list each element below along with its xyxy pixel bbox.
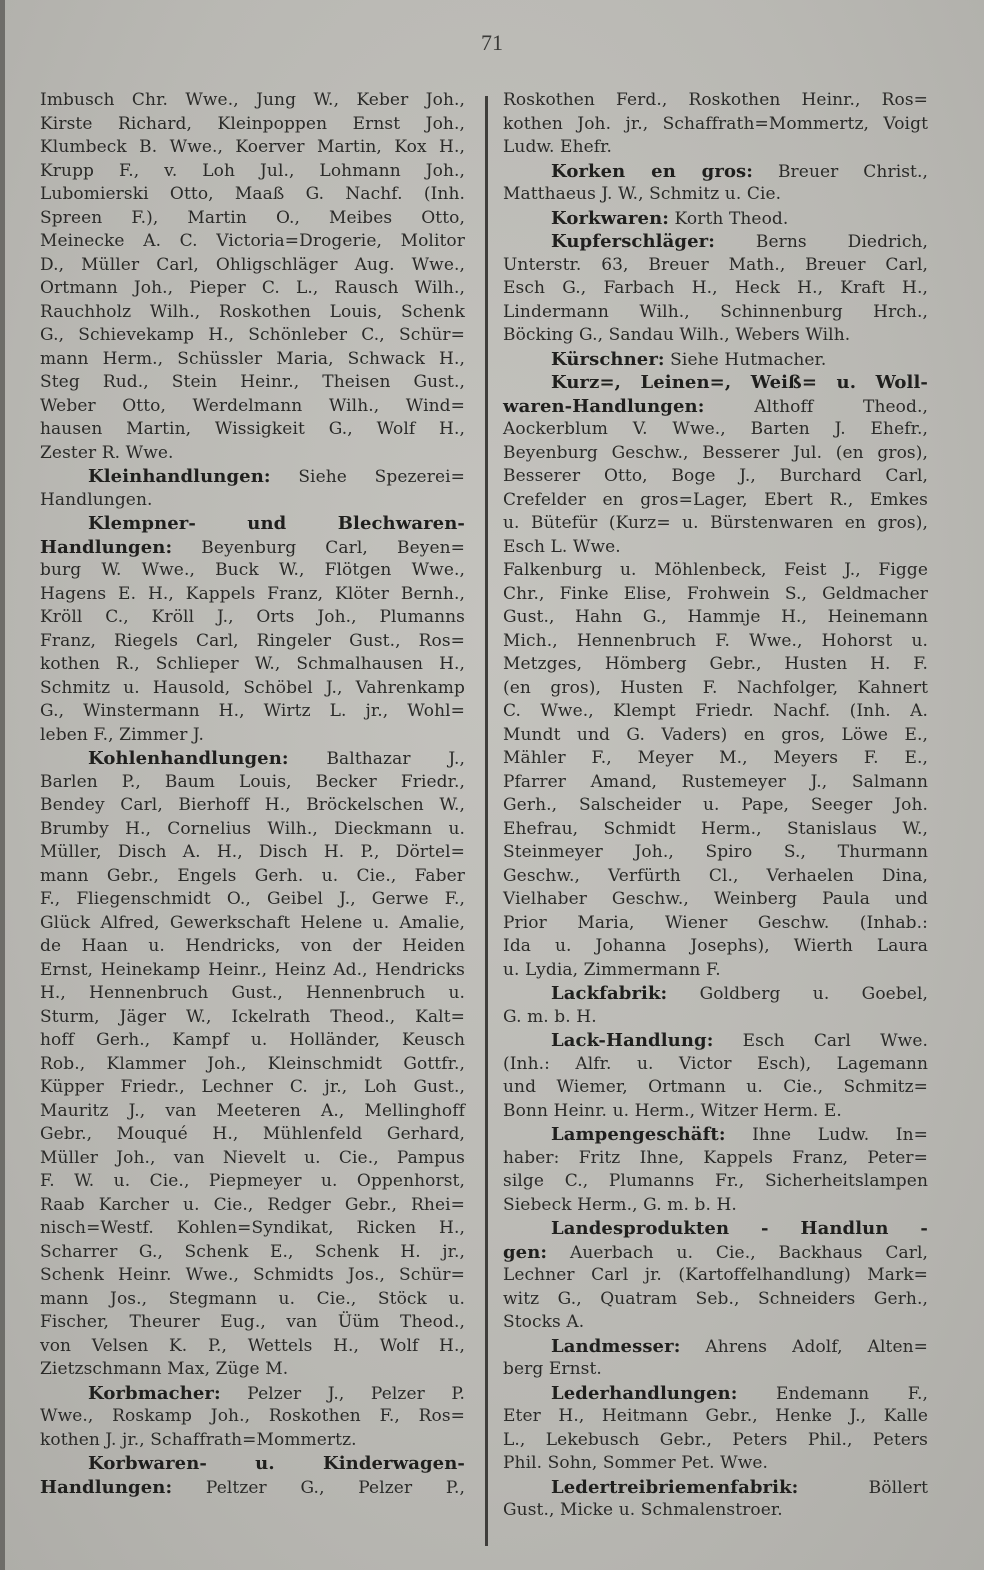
entry-text: Kirste Richard, Kleinpoppen Ernst Joh., (40, 113, 465, 134)
entry-text: Siebeck Herm., G. m. b. H. (503, 1194, 737, 1215)
entry-text: Küpper Friedr., Lechner C. jr., Loh Gust., (40, 1077, 465, 1097)
entry-text: Esch L. Wwe. (503, 536, 621, 557)
entry-line (503, 1405, 928, 1429)
entry-text: Pelzer J., Pelzer P. (220, 1383, 465, 1404)
entry-line (503, 1170, 928, 1194)
entry-text: u. Bütefür (Kurz= u. Bürstenwaren en gros), (503, 513, 928, 533)
entry-line (503, 113, 928, 137)
entry-line (40, 1264, 465, 1288)
entry-text: Glück Alfred, Gewerkschaft Helene u. Amalie, (40, 912, 465, 933)
entry-text: nisch=Westf. Kohlen=Syndikat, Ricken H., (40, 1218, 465, 1238)
category-heading: Korken en gros: (551, 160, 754, 182)
entry-line (40, 489, 465, 513)
entry-text: Althoff Theod., (704, 396, 928, 417)
entry-text: Steinmeyer Joh., Spiro S., Thurmann (503, 842, 928, 862)
entry-text: mann Jos., Stegmann u. Cie., Stöck u. (40, 1288, 465, 1309)
entry-text: Böcking G., Sandau Wilh., Webers Wilh. (503, 325, 851, 345)
entry-text: Breuer Christ., (753, 161, 928, 182)
entry-text: Handlungen. (40, 489, 153, 510)
entry-line (40, 1006, 465, 1030)
entry-line (40, 207, 465, 231)
category-heading-line (503, 1123, 928, 1147)
entry-line (503, 724, 928, 748)
entry-line (40, 230, 465, 254)
entry-line (40, 113, 465, 137)
entry-line (40, 630, 465, 654)
entry-line (40, 1405, 465, 1429)
entry-line (503, 606, 928, 630)
entry-line (503, 865, 928, 889)
entry-line (40, 160, 465, 184)
entry-line (40, 583, 465, 607)
category-heading: waren-Handlungen: (503, 395, 705, 417)
entry-text: Ida u. Johanna Josephs), Wierth Laura (503, 936, 928, 956)
entry-text: Imbusch Chr. Wwe., Jung W., Keber Joh., (40, 90, 465, 110)
entry-text: Aockerblum V. Wwe., Barten J. Ehefr., (503, 419, 928, 439)
entry-line (40, 606, 465, 630)
entry-line (503, 653, 928, 677)
entry-text: Ortmann Joh., Pieper C. L., Rausch Wilh., (40, 278, 465, 298)
entry-line (40, 89, 465, 113)
category-heading-line (503, 1241, 928, 1265)
entry-line (40, 559, 465, 583)
entry-text: Korth Theod. (669, 208, 789, 229)
entry-line (503, 418, 928, 442)
category-heading-line (503, 348, 928, 372)
entry-text: Balthazar J., (288, 749, 465, 769)
category-heading: Lampengeschäft: (551, 1124, 726, 1145)
entry-text: Mundt und G. Vaders) en gros, Löwe E., (503, 724, 928, 745)
entry-line (40, 418, 465, 442)
entry-text: Meinecke A. C. Victoria=Drogerie, Molitor (40, 231, 465, 251)
entry-text: Krupp F., v. Loh Jul., Lohmann Joh., (40, 160, 465, 181)
entry-line (40, 254, 465, 278)
entry-line (503, 1429, 928, 1453)
entry-text: Ludw. Ehefr. (503, 137, 613, 157)
entry-line (40, 1217, 465, 1241)
entry-text: Gebr., Mouqué H., Mühlenfeld Gerhard, (40, 1124, 465, 1144)
category-heading-line (503, 160, 928, 184)
entry-text: Gust., Hahn G., Hammje H., Heinemann (503, 607, 928, 627)
entry-text: Franz, Riegels Carl, Ringeler Gust., Ros= (40, 630, 465, 651)
entry-line (503, 1288, 928, 1312)
entry-line (503, 1358, 928, 1382)
entry-line (503, 1452, 928, 1476)
entry-text: Prior Maria, Wiener Geschw. (Inhab.: (503, 912, 928, 933)
entry-text: Roskothen Ferd., Roskothen Heinr., Ros= (503, 90, 928, 110)
entry-text: Mich., Hennenbruch F. Wwe., Hohorst u. (503, 630, 928, 651)
entry-line (503, 912, 928, 936)
category-heading: Lederhandlungen: (551, 1382, 738, 1404)
category-heading: Kurz=, Leinen=, Weiß= u. Woll- (551, 372, 928, 393)
entry-line (503, 1311, 928, 1335)
entry-text: Beyenburg Geschw., Besserer Jul. (en gros), (503, 442, 928, 463)
entry-text: Peltzer G., Pelzer P., (172, 1477, 465, 1498)
entry-text: Gerh., Salscheider u. Pape, Seeger Joh. (503, 795, 928, 815)
entry-text: Ernst, Heinekamp Heinr., Heinz Ad., Hendricks (40, 959, 465, 980)
entry-line (503, 1100, 928, 1124)
entry-line (503, 1076, 928, 1100)
entry-text: C. Wwe., Klempt Friedr. Nachf. (Inh. A. (503, 701, 928, 721)
entry-text: Zietzschmann Max, Züge M. (40, 1359, 289, 1379)
entry-text: kothen R., Schlieper W., Schmalhausen H., (40, 654, 465, 674)
entry-text: Vielhaber Geschw., Weinberg Paula und (503, 889, 928, 909)
entry-text: Schenk Heinr. Wwe., Schmidts Jos., Schür= (40, 1265, 465, 1285)
category-heading: Klempner- und Blechwaren- (88, 513, 465, 534)
entry-line (40, 818, 465, 842)
entry-text: Mauritz J., van Meeteren A., Mellinghoff (40, 1100, 465, 1121)
category-heading-line (40, 536, 465, 560)
entry-text: F. W. u. Cie., Piepmeyer u. Oppenhorst, (40, 1171, 465, 1191)
entry-text: u. Lydia, Zimmermann F. (503, 959, 721, 980)
entry-text: G., Schievekamp H., Schönleber C., Schür= (40, 325, 465, 345)
entry-line (503, 183, 928, 207)
entry-text: Bendey Carl, Bierhoff H., Bröckelschen W., (40, 795, 465, 815)
entry-line (40, 1241, 465, 1265)
category-heading-line (40, 512, 465, 536)
entry-text: Crefelder en gros=Lager, Ebert R., Emkes (503, 489, 928, 510)
page-edge (0, 0, 5, 1570)
entry-text: Fischer, Theurer Eug., van Üüm Theod., (40, 1312, 465, 1332)
entry-line (503, 794, 928, 818)
entry-text: witz G., Quatram Seb., Schneiders Gerh., (503, 1288, 928, 1309)
entry-line (503, 442, 928, 466)
category-heading: Kupferschläger: (551, 231, 715, 252)
entry-text: Lechner Carl jr. (Kartoffelhandlung) Mark= (503, 1265, 928, 1285)
entry-text: Bonn Heinr. u. Herm., Witzer Herm. E. (503, 1100, 842, 1121)
entry-line (40, 1123, 465, 1147)
entry-text: Scharrer G., Schenk E., Schenk H. jr., (40, 1241, 465, 1262)
entry-line (40, 395, 465, 419)
entry-text: Raab Karcher u. Cie., Redger Gebr., Rhei= (40, 1194, 465, 1215)
entry-text: L., Lekebusch Gebr., Peters Phil., Peters (503, 1429, 928, 1450)
entry-line (40, 1053, 465, 1077)
category-heading-line (503, 1382, 928, 1406)
entry-text: Sturm, Jäger W., Ickelrath Theod., Kalt= (40, 1006, 465, 1027)
entry-text: haber: Fritz Ihne, Kappels Franz, Peter= (503, 1147, 928, 1168)
entry-text: von Velsen K. P., Wettels H., Wolf H., (40, 1335, 465, 1356)
category-heading: Lack-Handlung: (551, 1030, 714, 1051)
category-heading: Ledertreibriemenfabrik: (551, 1476, 799, 1498)
entry-text: mann Gebr., Engels Gerh. u. Cie., Faber (40, 865, 465, 886)
entry-line (40, 136, 465, 160)
entry-text: Phil. Sohn, Sommer Pet. Wwe. (503, 1453, 769, 1473)
entry-line (503, 489, 928, 513)
entry-text: (en gros), Husten F. Nachfolger, Kahnert (503, 677, 928, 698)
entry-text: kothen J. jr., Schaffrath=Mommertz. (40, 1429, 357, 1450)
category-heading: Handlungen: (40, 536, 173, 558)
category-heading: gen: (503, 1241, 548, 1263)
entry-text: Chr., Finke Elise, Frohwein S., Geldmacher (503, 583, 928, 604)
category-heading-line (503, 982, 928, 1006)
entry-text: Berns Diedrich, (714, 232, 928, 252)
entry-text: mann Herm., Schüssler Maria, Schwack H., (40, 348, 465, 369)
entry-text: Goldberg u. Goebel, (667, 984, 928, 1004)
entry-line (40, 1147, 465, 1171)
entry-line (40, 912, 465, 936)
entry-line (503, 841, 928, 865)
entry-text: Besserer Otto, Boge J., Burchard Carl, (503, 466, 928, 486)
category-heading: Kürschner: (551, 348, 665, 370)
category-heading-line (503, 230, 928, 254)
entry-line (40, 724, 465, 748)
column-divider (485, 96, 488, 1546)
category-heading-line (503, 1217, 928, 1241)
entry-text: Rauchholz Wilh., Roskothen Louis, Schenk (40, 301, 465, 322)
category-heading: Kleinhandlungen: (88, 466, 271, 487)
entry-line (503, 1264, 928, 1288)
entry-text: (Inh.: Alfr. u. Victor Esch), Lagemann (503, 1053, 928, 1074)
entry-line (503, 136, 928, 160)
entry-text: Stocks A. (503, 1312, 585, 1332)
entry-text: de Haan u. Hendricks, von der Heiden (40, 936, 465, 956)
category-heading: Lackfabrik: (551, 983, 668, 1004)
entry-text: H., Hennenbruch Gust., Hennenbruch u. (40, 983, 465, 1003)
entry-line (503, 747, 928, 771)
entry-text: Esch Carl Wwe. (713, 1031, 928, 1051)
category-heading: Korkwaren: (551, 207, 670, 229)
entry-text: G. m. b. H. (503, 1006, 597, 1027)
entry-line (40, 982, 465, 1006)
entry-text: und Wiemer, Ortmann u. Cie., Schmitz= (503, 1077, 928, 1097)
category-heading: Landesprodukten - Handlun - (551, 1218, 928, 1239)
entry-text: Mähler F., Meyer M., Meyers F. E., (503, 748, 928, 768)
entry-line (40, 700, 465, 724)
entry-text: hausen Martin, Wissigkeit G., Wolf H., (40, 419, 465, 439)
entry-line (503, 324, 928, 348)
entry-line (40, 1311, 465, 1335)
right-column (503, 89, 928, 1523)
entry-line (503, 1499, 928, 1523)
entry-line (40, 771, 465, 795)
page-number: 71 (481, 30, 503, 55)
entry-text: Müller Joh., van Nievelt u. Cie., Pampus (40, 1147, 465, 1168)
entry-line (503, 89, 928, 113)
entry-text: Spreen F.), Martin O., Meibes Otto, (40, 207, 465, 228)
entry-line (503, 465, 928, 489)
entry-line (503, 559, 928, 583)
category-heading-line (40, 747, 465, 771)
entry-line (40, 1170, 465, 1194)
entry-text: Gust., Micke u. Schmalenstroer. (503, 1500, 783, 1520)
entry-line (503, 254, 928, 278)
entry-text: Lindermann Wilh., Schinnenburg Hrch., (503, 301, 928, 322)
category-heading-line (40, 1476, 465, 1500)
category-heading-line (503, 371, 928, 395)
entry-text: Falkenburg u. Möhlenbeck, Feist J., Figge (503, 560, 928, 580)
entry-text: Hagens E. H., Kappels Franz, Klöter Bernh., (40, 583, 465, 604)
entry-text: Beyenburg Carl, Beyen= (172, 537, 465, 558)
category-heading: Landmesser: (551, 1335, 681, 1357)
entry-line (503, 959, 928, 983)
entry-text: Ehefrau, Schmidt Herm., Stanislaus W., (503, 818, 928, 839)
entry-line (40, 1100, 465, 1124)
entry-line (40, 865, 465, 889)
entry-line (503, 1053, 928, 1077)
entry-text: F., Fliegenschmidt O., Geibel J., Gerwe F., (40, 889, 465, 909)
entry-text: Steg Rud., Stein Heinr., Theisen Gust., (40, 372, 465, 392)
entry-line (503, 888, 928, 912)
entry-line (503, 1194, 928, 1218)
entry-line (40, 183, 465, 207)
entry-line (503, 1006, 928, 1030)
entry-text: Müller, Disch A. H., Disch H. P., Dörtel= (40, 842, 465, 862)
entry-line (40, 1029, 465, 1053)
entry-line (40, 1288, 465, 1312)
entry-line (40, 348, 465, 372)
entry-text: Pfarrer Amand, Rustemeyer J., Salmann (503, 771, 928, 792)
entry-line (40, 324, 465, 348)
entry-text: Unterstr. 63, Breuer Math., Breuer Carl, (503, 254, 928, 275)
entry-text: Matthaeus J. W., Schmitz u. Cie. (503, 184, 782, 204)
category-heading: Kohlenhandlungen: (88, 748, 289, 769)
entry-text: berg Ernst. (503, 1359, 602, 1379)
entry-line (40, 1429, 465, 1453)
entry-text: D., Müller Carl, Ohligschläger Aug. Wwe., (40, 254, 465, 275)
entry-line (503, 536, 928, 560)
entry-line (40, 935, 465, 959)
entry-line (503, 771, 928, 795)
entry-text: Böllert (798, 1477, 928, 1498)
entry-line (40, 1076, 465, 1100)
category-heading-line (40, 465, 465, 489)
entry-text: Endemann F., (737, 1383, 928, 1404)
entry-text: Zester R. Wwe. (40, 442, 174, 463)
entry-line (40, 794, 465, 818)
entry-text: silge C., Plumanns Fr., Sicherheitslampen (503, 1171, 928, 1191)
entry-line (503, 1147, 928, 1171)
entry-line (503, 512, 928, 536)
entry-line (503, 935, 928, 959)
entry-text: Kröll C., Kröll J., Orts Joh., Plumanns (40, 607, 465, 627)
category-heading-line (503, 395, 928, 419)
entry-text: Ahrens Adolf, Alten= (680, 1336, 928, 1357)
category-heading-line (40, 1382, 465, 1406)
entry-text: Lubomierski Otto, Maaß G. Nachf. (Inh. (40, 184, 465, 204)
entry-text: G., Winstermann H., Wirtz L. jr., Wohl= (40, 701, 465, 721)
entry-text: Eter H., Heitmann Gebr., Henke J., Kalle (503, 1406, 928, 1426)
entry-text: Siehe Hutmacher. (664, 349, 827, 370)
entry-line (503, 301, 928, 325)
entry-text: Schmitz u. Hausold, Schöbel J., Vahrenkamp (40, 677, 465, 698)
entry-line (40, 959, 465, 983)
entry-line (40, 677, 465, 701)
category-heading-line (503, 1335, 928, 1359)
entry-line (40, 1335, 465, 1359)
entry-line (503, 583, 928, 607)
entry-line (40, 277, 465, 301)
entry-line (503, 277, 928, 301)
entry-line (503, 630, 928, 654)
entry-line (503, 677, 928, 701)
entry-text: Esch G., Farbach H., Heck H., Kraft H., (503, 278, 928, 298)
entry-text: leben F., Zimmer J. (40, 724, 205, 745)
entry-text: Barlen P., Baum Louis, Becker Friedr., (40, 771, 465, 792)
category-heading-line (503, 1476, 928, 1500)
entry-line (40, 442, 465, 466)
entry-text: hoff Gerh., Kampf u. Holländer, Keusch (40, 1030, 465, 1050)
category-heading-line (503, 1029, 928, 1053)
entry-line (40, 841, 465, 865)
entry-text: Geschw., Verfürth Cl., Verhaelen Dina, (503, 865, 928, 886)
entry-text: Metzges, Hömberg Gebr., Husten H. F. (503, 654, 928, 674)
entry-line (503, 818, 928, 842)
entry-text: burg W. Wwe., Buck W., Flötgen Wwe., (40, 560, 465, 580)
entry-text: Weber Otto, Werdelmann Wilh., Wind= (40, 395, 465, 416)
entry-line (40, 371, 465, 395)
category-heading: Korbmacher: (88, 1382, 221, 1404)
entry-line (503, 700, 928, 724)
left-column (40, 89, 465, 1499)
entry-text: Rob., Klammer Joh., Kleinschmidt Gottfr., (40, 1053, 465, 1074)
category-heading: Korbwaren- u. Kinderwagen- (88, 1453, 465, 1474)
entry-text: Siehe Spezerei= (270, 467, 465, 487)
entry-text: kothen Joh. jr., Schaffrath=Mommertz, Voigt (503, 113, 928, 134)
entry-text: Wwe., Roskamp Joh., Roskothen F., Ros= (40, 1406, 465, 1426)
category-heading-line (40, 1452, 465, 1476)
entry-text: Klumbeck B. Wwe., Koerver Martin, Kox H., (40, 137, 465, 157)
entry-line (40, 1194, 465, 1218)
category-heading: Handlungen: (40, 1476, 173, 1498)
entry-text: Ihne Ludw. In= (725, 1125, 928, 1145)
category-heading-line (503, 207, 928, 231)
entry-line (40, 888, 465, 912)
entry-text: Brumby H., Cornelius Wilh., Dieckmann u. (40, 818, 465, 839)
entry-line (40, 653, 465, 677)
entry-line (40, 301, 465, 325)
entry-line (40, 1358, 465, 1382)
entry-text: Auerbach u. Cie., Backhaus Carl, (547, 1242, 928, 1263)
